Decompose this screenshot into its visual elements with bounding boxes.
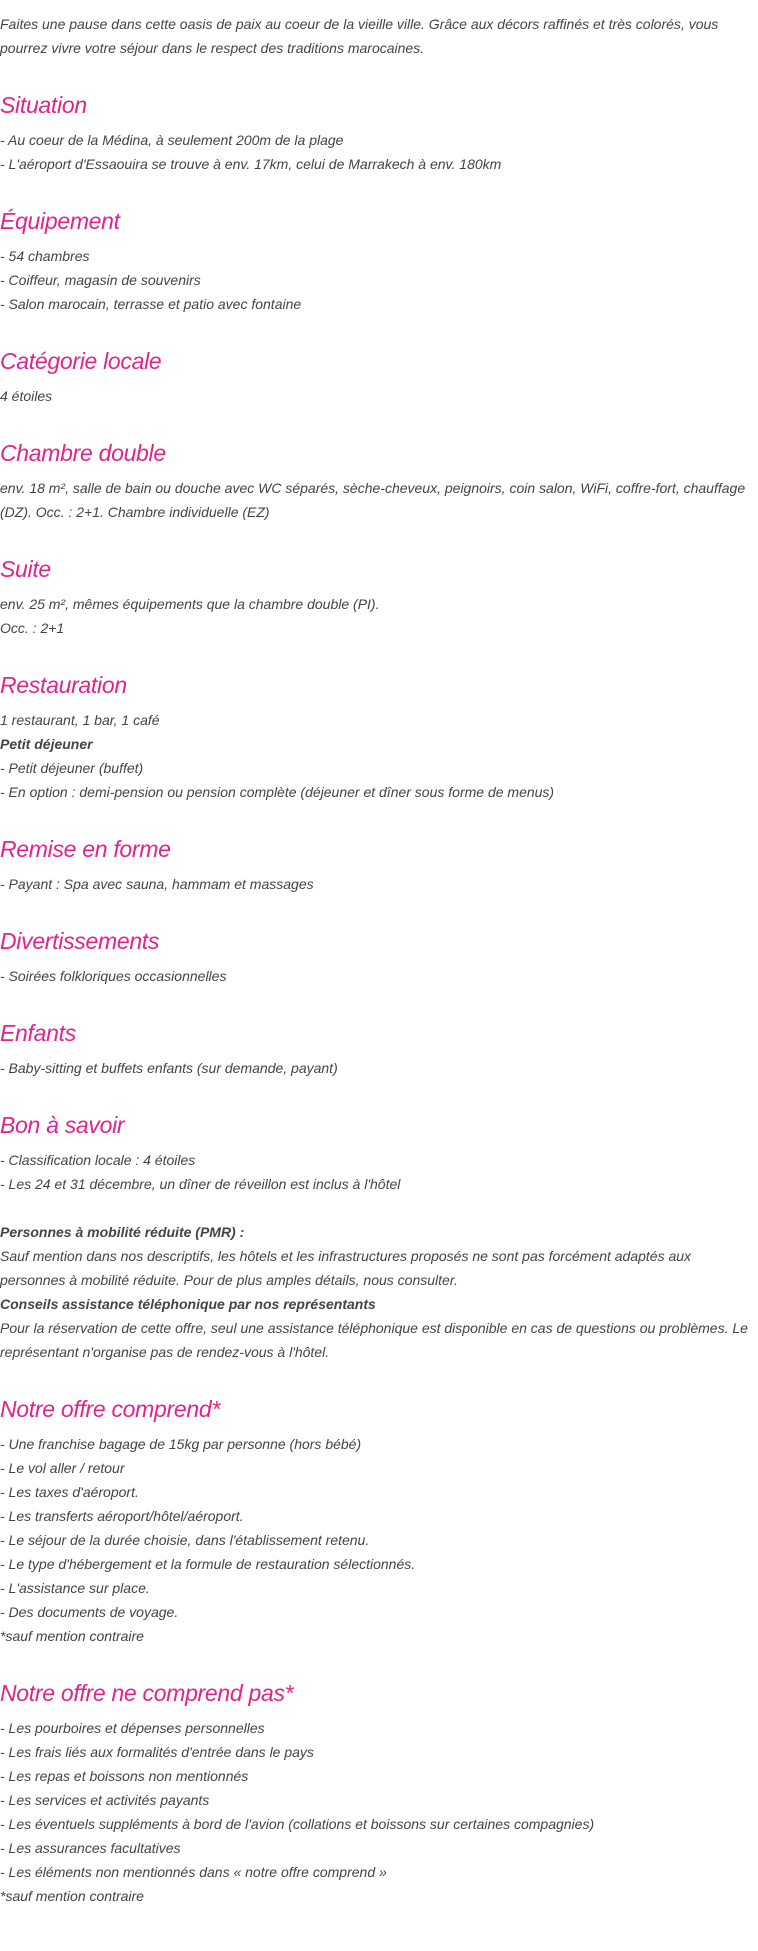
section-divertissements <box>0 926 758 988</box>
list-item: - Les taxes d'aéroport. <box>0 1484 139 1500</box>
list-item: - Des documents de voyage. <box>0 1604 179 1620</box>
list-item: - Les assurances facultatives <box>0 1840 181 1856</box>
pmr-title: Personnes à mobilité réduite (PMR) : <box>0 1224 245 1240</box>
section-categorie <box>0 346 758 408</box>
suite-occupancy: Occ. : 2+1 <box>0 620 65 636</box>
section-title: Équipement <box>0 208 120 234</box>
list-item: - Une franchise bagage de 15kg par personne (hors bébé) <box>0 1436 362 1452</box>
section-title: Restauration <box>0 672 127 698</box>
section-offre-comprend <box>0 1394 758 1648</box>
footnote: *sauf mention contraire <box>0 1888 144 1904</box>
list-item: - Les éventuels suppléments à bord de l'avion (collations et boissons sur certaines compagnies) <box>0 1816 595 1832</box>
list-item: - Les pourboires et dépenses personnelles <box>0 1720 265 1736</box>
intro-text: Faites une pause dans cette oasis de paix au coeur de la vieille ville. Grâce aux décors raffinés et très colorés, vous pourrez vivre votre séjour dans le respect des traditions marocaines. <box>0 16 719 56</box>
category-value: 4 étoiles <box>0 388 53 404</box>
list-item: - 54 chambres <box>0 248 90 264</box>
section-situation <box>0 90 758 176</box>
hotel-description <box>0 12 758 1908</box>
list-item: - Soirées folkloriques occasionnelles <box>0 968 227 984</box>
footnote: *sauf mention contraire <box>0 1628 144 1644</box>
section-title: Divertissements <box>0 928 160 954</box>
list-item: - En option : demi-pension ou pension complète (déjeuner et dîner sous forme de menus) <box>0 784 555 800</box>
list-item: - L'aéroport d'Essaouira se trouve à env. 17km, celui de Marrakech à env. 180km <box>0 156 502 172</box>
list-item: - Salon marocain, terrasse et patio avec fontaine <box>0 296 302 312</box>
section-title: Notre offre ne comprend pas* <box>0 1680 294 1706</box>
list-item: - Les frais liés aux formalités d'entrée dans le pays <box>0 1744 314 1760</box>
list-item: - Les repas et boissons non mentionnés <box>0 1768 249 1784</box>
section-title: Notre offre comprend* <box>0 1396 220 1422</box>
list-item: - Le séjour de la durée choisie, dans l'établissement retenu. <box>0 1532 370 1548</box>
list-item: - Les transferts aéroport/hôtel/aéroport. <box>0 1508 244 1524</box>
list-item: - Payant : Spa avec sauna, hammam et massages <box>0 876 314 892</box>
section-offre-ne-comprend-pas <box>0 1678 758 1908</box>
section-restauration <box>0 670 758 804</box>
conseils-title: Conseils assistance téléphonique par nos représentants <box>0 1296 376 1312</box>
list-item: - Les 24 et 31 décembre, un dîner de réveillon est inclus à l'hôtel <box>0 1176 401 1192</box>
section-suite <box>0 554 758 640</box>
list-item: - Classification locale : 4 étoiles <box>0 1152 196 1168</box>
section-title: Catégorie locale <box>0 348 162 374</box>
section-title: Bon à savoir <box>0 1112 125 1138</box>
list-item: - Les services et activités payants <box>0 1792 210 1808</box>
list-item: - Le vol aller / retour <box>0 1460 125 1476</box>
section-enfants <box>0 1018 758 1080</box>
list-item: - Au coeur de la Médina, à seulement 200m de la plage <box>0 132 344 148</box>
list-item: - Coiffeur, magasin de souvenirs <box>0 272 201 288</box>
list-item: - Le type d'hébergement et la formule de restauration sélectionnés. <box>0 1556 416 1572</box>
section-title: Remise en forme <box>0 836 171 862</box>
section-remise-en-forme <box>0 834 758 896</box>
list-item: - Les éléments non mentionnés dans « notre offre comprend » <box>0 1864 387 1880</box>
pmr-text: Sauf mention dans nos descriptifs, les hôtels et les infrastructures proposés ne sont pas forcément adaptés aux personnes à mobilité réduite. Pour de plus amples détails, nous consulter. <box>0 1248 692 1288</box>
subtitle-breakfast: Petit déjeuner <box>0 736 93 752</box>
section-title: Chambre double <box>0 440 166 466</box>
section-title: Enfants <box>0 1020 76 1046</box>
list-item: - Petit déjeuner (buffet) <box>0 760 144 776</box>
list-item: - L'assistance sur place. <box>0 1580 150 1596</box>
section-title: Situation <box>0 92 87 118</box>
room-description: env. 18 m², salle de bain ou douche avec WC séparés, sèche-cheveux, peignoirs, coin salon, WiFi, coffre-fort, chauffage (DZ). Occ. : 2+1. Chambre individuelle (EZ) <box>0 480 746 520</box>
conseils-text: Pour la réservation de cette offre, seul une assistance téléphonique est disponible en cas de questions ou problèmes. Le représentant n'organise pas de rendez-vous à l'hôtel. <box>0 1320 748 1360</box>
restaurant-summary: 1 restaurant, 1 bar, 1 café <box>0 712 160 728</box>
section-equipement <box>0 206 758 316</box>
suite-description: env. 25 m², mêmes équipements que la chambre double (PI). <box>0 596 380 612</box>
section-chambre-double <box>0 438 758 524</box>
section-bon-a-savoir <box>0 1110 758 1364</box>
section-title: Suite <box>0 556 51 582</box>
list-item: - Baby-sitting et buffets enfants (sur demande, payant) <box>0 1060 338 1076</box>
